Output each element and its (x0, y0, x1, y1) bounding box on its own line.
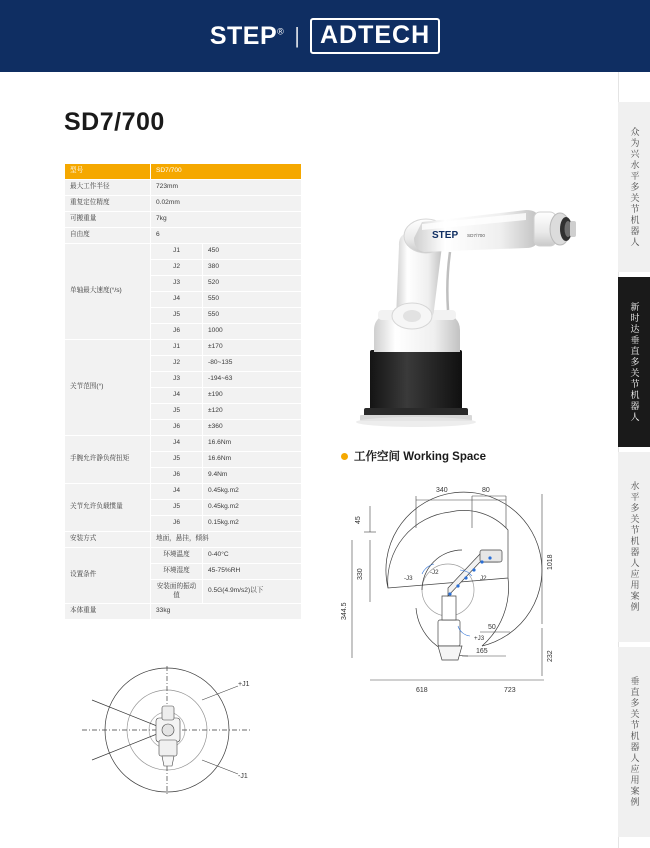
row-value: ±360 (203, 420, 302, 436)
row-key: 可搬重量 (65, 212, 151, 228)
row-value: 33kg (151, 604, 302, 620)
row-value: 1000 (203, 324, 302, 340)
row-sub: J1 (151, 244, 203, 260)
top-view-label-j1-minus: -J1 (238, 773, 248, 780)
row-value: -194~63 (203, 372, 302, 388)
row-sub: J4 (151, 292, 203, 308)
page-title: SD7/700 (64, 108, 165, 136)
table-row (65, 212, 302, 228)
row-value: ±170 (203, 340, 302, 356)
row-sub: J2 (151, 260, 203, 276)
rail-item-label: 众为兴水平多关节机器人 (629, 126, 640, 248)
dim-45: 45 (355, 516, 362, 524)
row-key: 本体重量 (65, 604, 151, 620)
ws-joint-label-3: +J3 (474, 635, 485, 642)
brand-step: STEP® (209, 21, 285, 50)
dim-1018: 1018 (547, 554, 554, 570)
rail-item-0[interactable] (618, 102, 650, 272)
robot-body-model: SD7/700 (467, 233, 485, 238)
row-value: 0.45kg.m2 (203, 500, 302, 516)
row-sub: 安装面的振动值 (151, 580, 203, 604)
working-space-diagram (330, 470, 590, 700)
brand-adtech: ADTECH (310, 18, 440, 54)
working-space-heading (341, 448, 486, 464)
table-row (65, 196, 302, 212)
row-group-key: 手腕允许静负荷扭矩 (65, 436, 151, 484)
row-value: 16.6Nm (203, 436, 302, 452)
row-sub: J5 (151, 308, 203, 324)
row-key: 安装方式 (65, 532, 151, 548)
row-value: 7kg (151, 212, 302, 228)
registered-mark-icon: ® (277, 26, 285, 37)
brand-logo (210, 18, 440, 54)
dim-165: 165 (476, 648, 488, 655)
row-sub: J6 (151, 468, 203, 484)
row-sub: J6 (151, 324, 203, 340)
dim-344-5: 344.5 (341, 602, 348, 620)
working-space-title: 工作空间 Working Space (354, 451, 487, 463)
table-row (65, 548, 302, 564)
table-row (65, 180, 302, 196)
row-group-key: 单轴最大速度(°/s) (65, 244, 151, 340)
rail-item-label: 垂直多关节机器人应用案例 (629, 676, 640, 808)
row-sub: J2 (151, 356, 203, 372)
row-value: 723mm (151, 180, 302, 196)
row-sub: J5 (151, 452, 203, 468)
ws-joint-label-0: -J3 (404, 575, 413, 582)
row-sub: J4 (151, 388, 203, 404)
robot-body-brand: STEP (432, 230, 459, 241)
row-sub: J6 (151, 420, 203, 436)
row-sub: J3 (151, 276, 203, 292)
table-row (65, 532, 302, 548)
row-group-key: 设置条件 (65, 548, 151, 604)
row-value: ±190 (203, 388, 302, 404)
working-space-robot-silhouette (438, 550, 502, 660)
row-value: 550 (203, 292, 302, 308)
dim-50: 50 (488, 624, 496, 631)
row-value: 地面，悬挂，倾斜 (151, 532, 302, 548)
table-row (65, 484, 302, 500)
dim-618: 618 (416, 687, 428, 694)
row-value: 0.5G(4.9m/s2)以下 (203, 580, 302, 604)
row-value: 16.6Nm (203, 452, 302, 468)
table-header-key: 型号 (65, 164, 151, 180)
rail-item-2[interactable] (618, 452, 650, 642)
row-value: 6 (151, 228, 302, 244)
robot-cable (447, 252, 450, 310)
row-sub: J1 (151, 340, 203, 356)
row-sub: J4 (151, 484, 203, 500)
row-key: 重复定位精度 (65, 196, 151, 212)
row-key: 最大工作半径 (65, 180, 151, 196)
robot-base (356, 350, 476, 427)
dim-723: 723 (504, 687, 516, 694)
row-sub: J6 (151, 516, 203, 532)
row-value: 0.15kg.m2 (203, 516, 302, 532)
brand-separator: | (294, 23, 300, 48)
side-tab-rail (618, 72, 650, 848)
rail-item-label: 水平多关节机器人应用案例 (629, 481, 640, 613)
robot-product-photo (330, 160, 588, 430)
row-value: 450 (203, 244, 302, 260)
row-value: 550 (203, 308, 302, 324)
dim-80: 80 (482, 487, 490, 494)
table-header-value: SD7/700 (151, 164, 302, 180)
table-row (65, 340, 302, 356)
ws-joint-label-1: -J2 (430, 569, 439, 576)
row-value: 9.4Nm (203, 468, 302, 484)
row-value: ±120 (203, 404, 302, 420)
row-group-key: 关节允许负载惯量 (65, 484, 151, 532)
rail-item-label: 新时达垂直多关节机器人 (629, 301, 640, 423)
row-value: 520 (203, 276, 302, 292)
table-row (65, 604, 302, 620)
robot-wrist (534, 212, 576, 246)
top-view-diagram (52, 660, 282, 800)
row-group-key: 关节范围(°) (65, 340, 151, 436)
table-header-row (65, 164, 302, 180)
table-row (65, 228, 302, 244)
ws-joint-label-2: J2 (480, 575, 487, 582)
row-sub: J4 (151, 436, 203, 452)
dim-340: 340 (436, 487, 448, 494)
row-value: 0-40°C (203, 548, 302, 564)
row-sub: 环境湿度 (151, 564, 203, 580)
row-sub: 环境温度 (151, 548, 203, 564)
table-row (65, 244, 302, 260)
rail-item-3[interactable] (618, 647, 650, 837)
top-view-label-j1-plus: +J1 (238, 681, 250, 688)
dim-330: 330 (357, 568, 364, 580)
row-key: 自由度 (65, 228, 151, 244)
row-value: 45-75%RH (203, 564, 302, 580)
dim-232: 232 (547, 650, 554, 662)
rail-item-1[interactable] (618, 277, 650, 447)
specification-table (64, 163, 302, 620)
page-header (0, 0, 650, 72)
row-value: 0.45kg.m2 (203, 484, 302, 500)
row-sub: J5 (151, 500, 203, 516)
row-value: 0.02mm (151, 196, 302, 212)
row-value: 380 (203, 260, 302, 276)
bullet-dot-icon (341, 453, 348, 460)
row-sub: J5 (151, 404, 203, 420)
table-row (65, 436, 302, 452)
row-value: -80~135 (203, 356, 302, 372)
row-sub: J3 (151, 372, 203, 388)
robot-upper-arm (414, 210, 538, 252)
